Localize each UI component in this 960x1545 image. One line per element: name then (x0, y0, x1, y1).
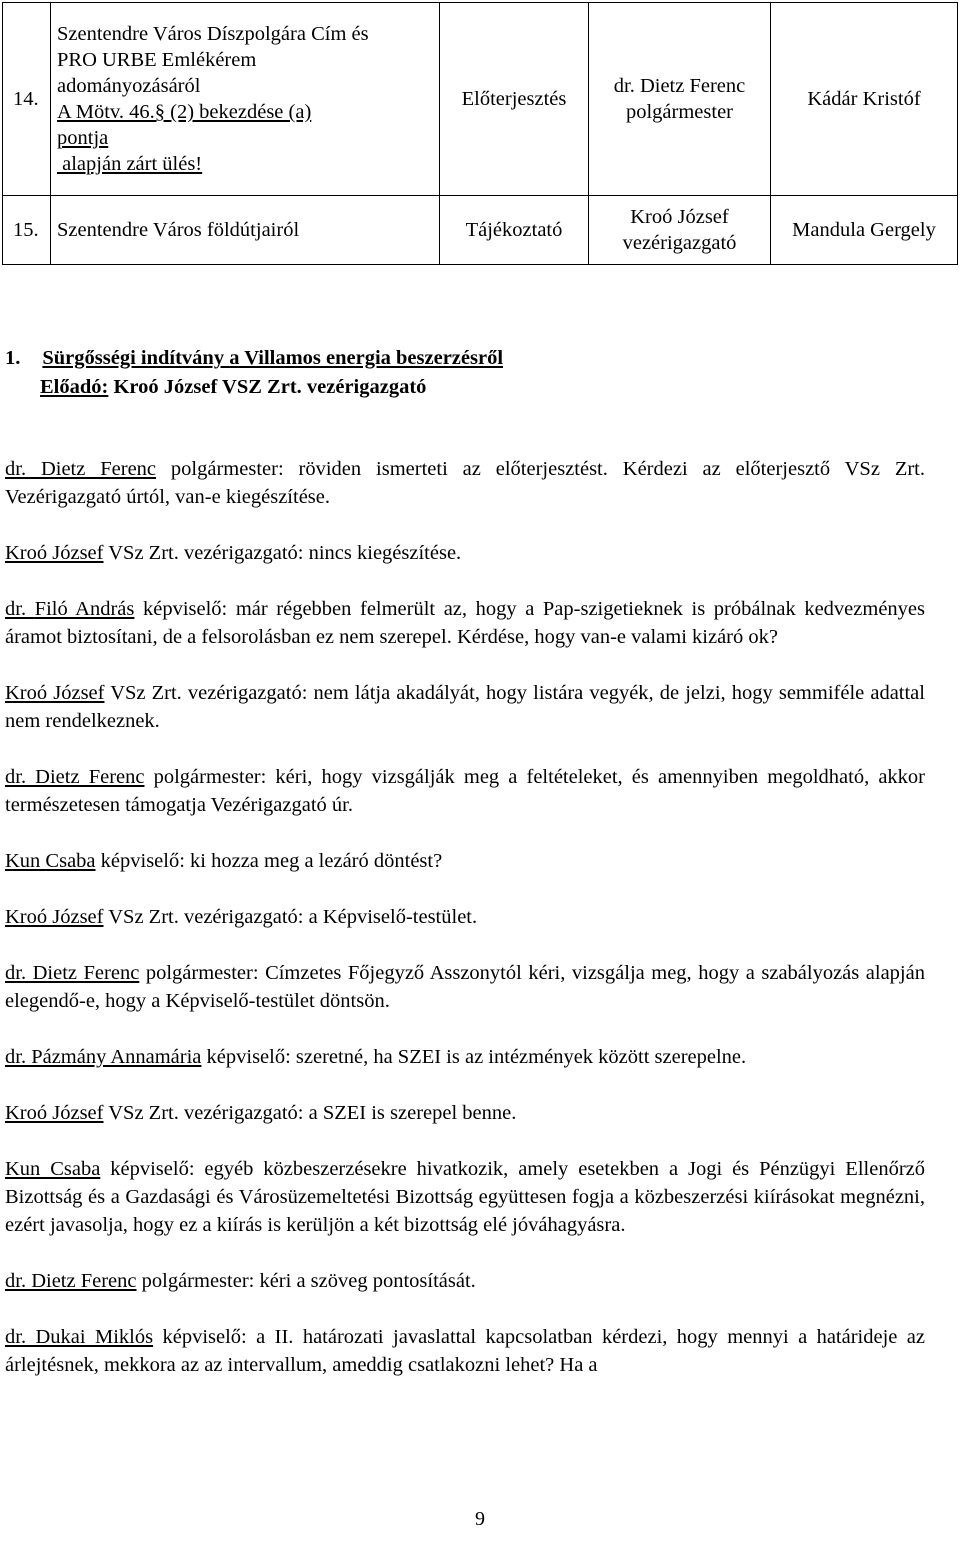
page-number: 9 (475, 1508, 485, 1530)
agenda-responsible: Kádár Kristóf (771, 3, 958, 196)
title-line: alapján zárt ülés! (57, 153, 203, 175)
agenda-number: 14. (3, 3, 51, 196)
statement: VSz Zrt. vezérigazgató: a SZEI is szerepel benne. (103, 1102, 517, 1124)
statement: képviselő: szeretné, ha SZEI is az intézmények között szerepelne. (201, 1046, 747, 1068)
item-title: Sürgősségi indítvány a Villamos energia beszerzésről (42, 347, 504, 369)
speaker: dr. Dietz Ferenc (5, 458, 157, 480)
speaker: Filó András (34, 598, 135, 620)
minutes-body (5, 455, 925, 1407)
statement: VSz Zrt. vezérigazgató: nincs kiegészítése. (103, 542, 462, 564)
speaker: Kroó József (5, 542, 104, 564)
agenda-number: 15. (3, 196, 51, 265)
title-line: Szentendre Város földútjairól (57, 219, 300, 241)
presenter-line: dr. Dietz Ferenc (613, 75, 746, 97)
statement: képviselő: ki hozza meg a lezáró döntést? (95, 850, 443, 872)
paragraph (5, 455, 925, 511)
agenda-table (2, 2, 958, 265)
paragraph (5, 539, 925, 567)
speaker: Kun Csaba (5, 1158, 101, 1180)
item-presenter: Kroó József VSZ Zrt. vezérigazgató (108, 376, 427, 398)
presenter-line: Kroó József (630, 206, 729, 228)
paragraph (5, 903, 925, 931)
title-line: A Mötv. 46.§ (2) bekezdése (a) (57, 101, 312, 123)
presenter-line: polgármester (625, 101, 733, 123)
paragraph (5, 847, 925, 875)
title-line: pontja (57, 127, 109, 149)
speaker: Kroó József (5, 1102, 104, 1124)
statement: képviselő: a II. határozati javaslattal kapcsolatban kérdezi, hogy mennyi a határideje az árlejtésnek, mekkora az az intervallum, ameddig csatlakozni lehet? Ha a (5, 1326, 925, 1376)
title-line: PRO URBE Emlékérem (57, 49, 257, 71)
paragraph (5, 1267, 925, 1295)
speaker-prefix: dr. (5, 598, 35, 620)
paragraph (5, 1099, 925, 1127)
item-presenter-line (5, 373, 503, 402)
presenter-label: Előadó: (40, 376, 109, 398)
statement: polgármester: röviden ismerteti az előterjesztést. Kérdezi az előterjesztő VSz Zrt. Vezérigazgató úrtól, van-e kiegészítése. (5, 458, 925, 508)
speaker: dr. Pázmány Annamária (5, 1046, 202, 1068)
agenda-type: Tájékoztató (440, 196, 589, 265)
speaker: dr. Dietz Ferenc (5, 962, 140, 984)
speaker: Kroó József (5, 906, 104, 928)
item-title-line (5, 344, 503, 373)
agenda-row (3, 3, 958, 196)
item-heading (5, 344, 503, 402)
speaker: dr. Dietz Ferenc (5, 1270, 137, 1292)
speaker: dr. Dietz Ferenc (5, 766, 145, 788)
paragraph (5, 1155, 925, 1239)
agenda-row (3, 196, 958, 265)
paragraph (5, 679, 925, 735)
title-line: adományozásáról (57, 75, 201, 97)
statement: polgármester: kéri, hogy vizsgálják meg a feltételeket, és amennyiben megoldható, akkor természetesen támogatja Vezérigazgató úr. (5, 766, 926, 816)
agenda-type: Előterjesztés (440, 3, 589, 196)
speaker: Kun Csaba (5, 850, 96, 872)
agenda-presenter (589, 3, 771, 196)
statement: polgármester: kéri a szöveg pontosítását. (136, 1270, 476, 1292)
paragraph (5, 595, 925, 651)
speaker: Kroó József (5, 682, 105, 704)
paragraph (5, 763, 925, 819)
title-line: Szentendre Város Díszpolgára Cím és (57, 23, 369, 45)
statement: képviselő: egyéb közbeszerzésekre hivatkozik, amely esetekben a Jogi és Pénzügyi Ellenőrző Bizottság és a Gazdasági és Városüzemeltetési Bizottság együttesen fogja a közbeszerzési kiírásokat megnézni, ezért javasolja, hogy ez a kiírás is kerüljön a két bizottság elé jóváhagyásra. (5, 1158, 925, 1236)
paragraph (5, 1043, 925, 1071)
agenda-presenter (589, 196, 771, 265)
speaker: dr. Dukai Miklós (5, 1326, 154, 1348)
statement: képviselő: már régebben felmerült az, hogy a Pap-szigetieknek is próbálnak kedvezményes áramot biztosítani, de a felsorolásban ez nem szerepel. Kérdése, hogy van-e valami kizáró ok? (5, 598, 926, 648)
statement: polgármester: Címzetes Főjegyző Asszonytól kéri, vizsgálja meg, hogy a szabályozás alapján elegendő-e, hogy a Képviselő-testület döntsön. (5, 962, 925, 1012)
statement: VSz Zrt. vezérigazgató: nem látja akadályát, hogy listára vegyék, de jelzi, hogy semmiféle adattal nem rendelkeznek. (5, 682, 925, 732)
statement: VSz Zrt. vezérigazgató: a Képviselő-testület. (103, 906, 478, 928)
item-number: 1. (5, 347, 21, 369)
paragraph (5, 959, 925, 1015)
paragraph (5, 1323, 925, 1379)
agenda-responsible: Mandula Gergely (771, 196, 958, 265)
agenda-title (51, 196, 440, 265)
agenda-title (51, 3, 440, 196)
presenter-line: vezérigazgató (622, 232, 737, 254)
